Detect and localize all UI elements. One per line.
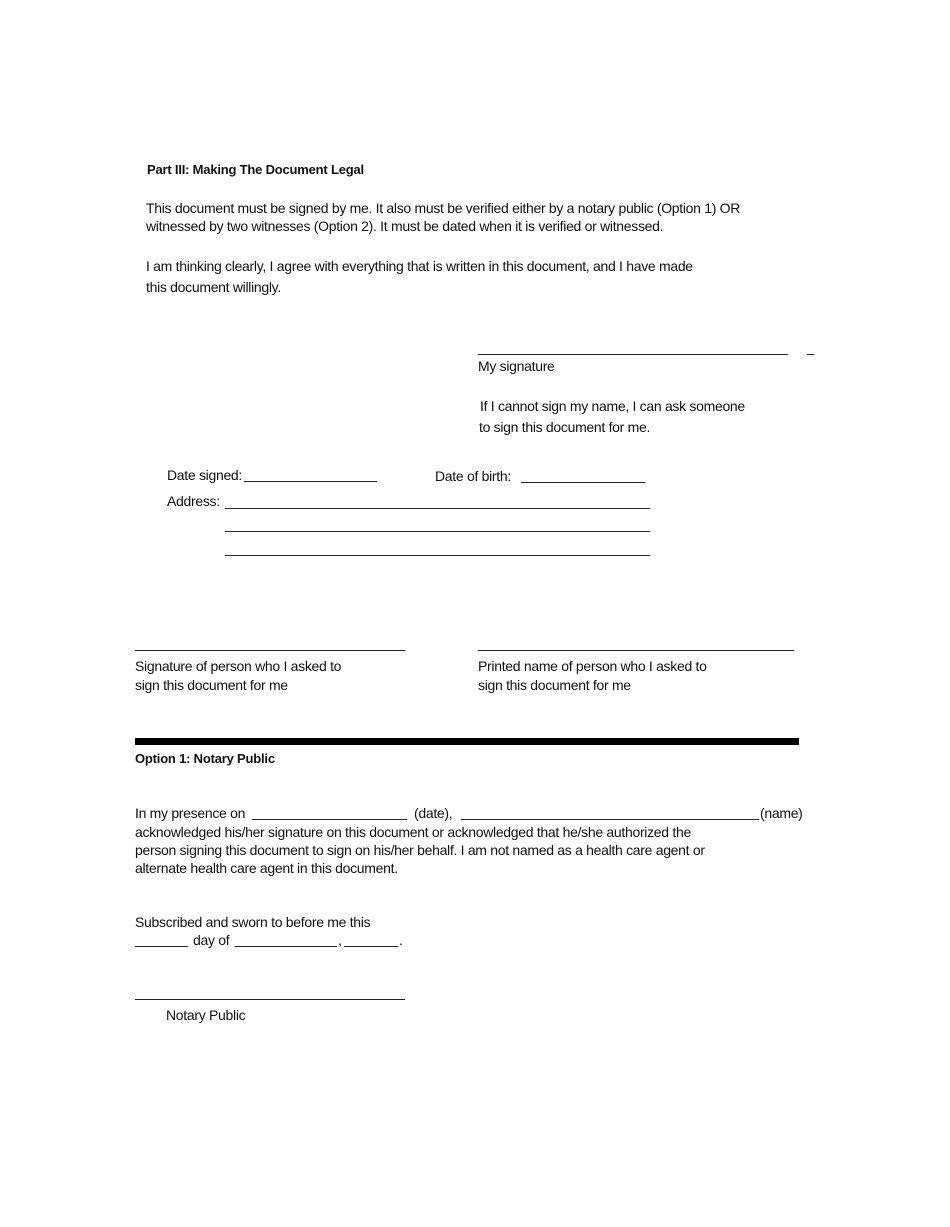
sworn-day-field[interactable]	[135, 946, 188, 947]
date-signed-field[interactable]	[244, 481, 377, 482]
signature-note-line: If I cannot sign my name, I can ask someone	[480, 398, 745, 414]
option1-heading: Option 1: Notary Public	[135, 751, 275, 766]
intro-paragraph-line: This document must be signed by me. It also must be verified either by a notary public (Option 1) OR	[146, 200, 741, 216]
proxy-signature-label: sign this document for me	[135, 677, 288, 693]
notary-text-line: alternate health care agent in this document.	[135, 860, 398, 876]
notary-signature-line[interactable]	[135, 999, 405, 1000]
sworn-year-field[interactable]	[344, 946, 398, 947]
my-signature-line[interactable]	[478, 354, 788, 355]
notary-date-field[interactable]	[252, 819, 407, 820]
my-signature-line-tail	[807, 354, 814, 355]
address-label: Address:	[167, 493, 220, 509]
address-field-line-1[interactable]	[225, 508, 650, 509]
notary-date-label: (date),	[414, 805, 453, 821]
proxy-signature-label: Signature of person who I asked to	[135, 658, 342, 674]
sworn-text: Subscribed and sworn to before me this	[135, 914, 371, 930]
part-heading: Part III: Making The Document Legal	[147, 162, 364, 177]
sworn-period: .	[399, 932, 403, 948]
notary-presence-text: In my presence on	[135, 805, 246, 821]
statement-line: I am thinking clearly, I agree with everything that is written in this document, and I have made	[146, 258, 693, 274]
signature-note-line: to sign this document for me.	[479, 419, 651, 435]
date-signed-label: Date signed:	[167, 467, 243, 483]
my-signature-label: My signature	[478, 358, 555, 374]
notary-text-line: acknowledged his/her signature on this document or acknowledged that he/she authorized the	[135, 824, 691, 840]
notary-name-label: (name)	[760, 805, 803, 821]
intro-paragraph-line: witnessed by two witnesses (Option 2). It must be dated when it is verified or witnessed.	[146, 218, 664, 234]
sworn-month-field[interactable]	[235, 946, 337, 947]
proxy-signature-line[interactable]	[135, 650, 405, 651]
address-field-line-3[interactable]	[225, 555, 650, 556]
proxy-printed-name-label: sign this document for me	[478, 677, 631, 693]
notary-text-line: person signing this document to sign on his/her behalf. I am not named as a health care agent or	[135, 842, 705, 858]
date-of-birth-label: Date of birth:	[435, 468, 511, 484]
proxy-printed-name-line[interactable]	[478, 650, 794, 651]
notary-public-label: Notary Public	[166, 1007, 246, 1023]
sworn-day-label: day of	[193, 932, 230, 948]
address-field-line-2[interactable]	[225, 531, 650, 532]
section-divider	[135, 738, 799, 745]
sworn-comma: ,	[338, 932, 342, 948]
date-of-birth-field[interactable]	[521, 482, 645, 483]
proxy-printed-name-label: Printed name of person who I asked to	[478, 658, 707, 674]
notary-name-field[interactable]	[461, 819, 759, 820]
statement-line: this document willingly.	[146, 279, 281, 295]
